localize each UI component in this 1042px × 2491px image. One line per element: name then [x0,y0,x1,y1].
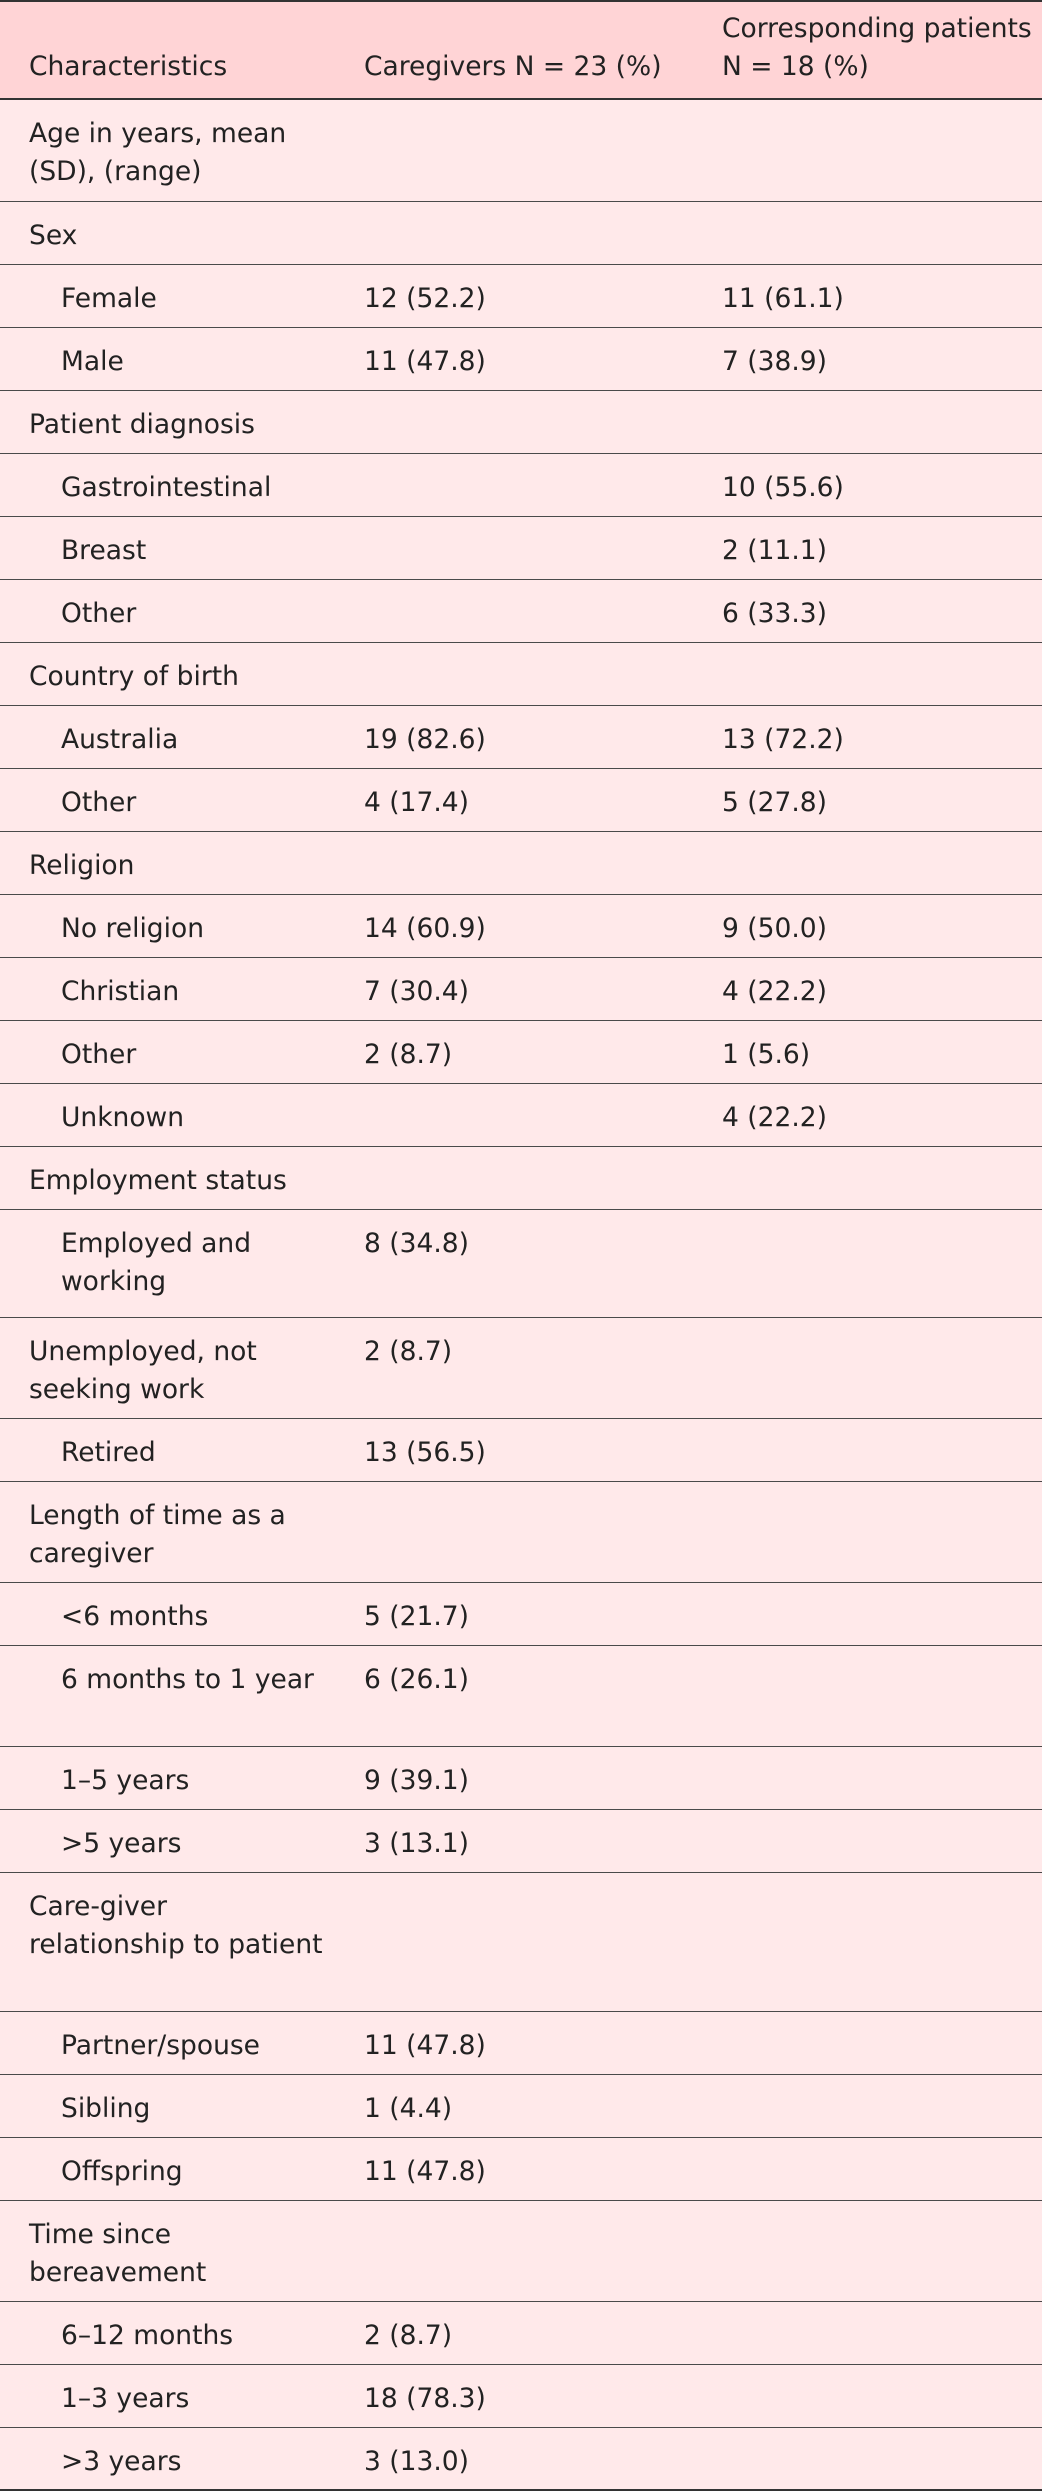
row-label: Sex [29,220,78,251]
table-row [0,958,1042,1021]
patients-value: 2 (11.1) [722,535,827,566]
row-label: >3 years [61,2446,182,2477]
row-label: Retired [61,1437,156,1468]
caregivers-value: 7 (30.4) [364,976,469,1007]
patients-value: 6 (33.3) [722,598,827,629]
table-row [0,2075,1042,2138]
row-label: Christian [61,976,180,1007]
table-row [0,1021,1042,1084]
table-row [0,1318,1042,1419]
table-row [0,1482,1042,1583]
row-label: Other [61,1039,137,1070]
table-header-row [0,0,1042,100]
row-label: 6 months to 1 year [61,1664,314,1695]
row-label: >5 years [61,1828,182,1859]
table-body [0,100,1042,2491]
table-row [0,1147,1042,1210]
table-row [0,1084,1042,1147]
caregivers-value: 19 (82.6) [364,724,486,755]
table-row [0,832,1042,895]
row-label: Employment status [29,1165,287,1196]
row-label: 6–12 months [61,2320,234,2351]
row-label: Offspring [61,2156,183,2187]
table-row [0,391,1042,454]
table-row [0,1419,1042,1482]
caregivers-value: 11 (47.8) [364,2156,486,2187]
header-patients: Corresponding patients N = 18 (%) [722,13,1032,82]
caregivers-value: 18 (78.3) [364,2383,486,2414]
patients-value: 9 (50.0) [722,913,827,944]
caregivers-value: 2 (8.7) [364,1039,453,1070]
caregivers-value: 6 (26.1) [364,1664,469,1695]
table-row [0,706,1042,769]
caregivers-value: 5 (21.7) [364,1601,469,1632]
table-row [0,265,1042,328]
caregivers-value: 2 (8.7) [364,1336,453,1367]
patients-value: 4 (22.2) [722,1102,827,1133]
caregivers-value: 1 (4.4) [364,2093,453,2124]
table-row [0,1810,1042,1873]
caregivers-value: 4 (17.4) [364,787,469,818]
caregivers-value: 2 (8.7) [364,2320,453,2351]
row-label: 1–5 years [61,1765,190,1796]
table-row [0,1873,1042,2012]
row-label: Patient diagnosis [29,409,255,440]
caregivers-value: 11 (47.8) [364,346,486,377]
table-row [0,895,1042,958]
patients-value: 10 (55.6) [722,472,844,503]
caregivers-value: 9 (39.1) [364,1765,469,1796]
row-label: 1–3 years [61,2383,190,2414]
row-label: Age in years, mean (SD), (range) [29,118,287,187]
row-label: Religion [29,850,135,881]
table-row [0,328,1042,391]
table-row [0,580,1042,643]
row-label: Care-giver relationship to patient [29,1891,323,1960]
caregivers-value: 11 (47.8) [364,2030,486,2061]
patients-value: 4 (22.2) [722,976,827,1007]
row-label: Time since bereavement [29,2219,207,2288]
table-row [0,1210,1042,1318]
caregivers-value: 3 (13.1) [364,1828,469,1859]
table-row [0,2138,1042,2201]
patients-value: 7 (38.9) [722,346,827,377]
row-label: No religion [61,913,204,944]
row-label: Unemployed, not seeking work [29,1336,257,1405]
row-label: Length of time as a caregiver [29,1500,286,1569]
row-label: <6 months [61,1601,209,1632]
row-label: Sibling [61,2093,151,2124]
patients-value: 11 (61.1) [722,283,844,314]
row-label: Gastrointestinal [61,472,272,503]
caregivers-value: 12 (52.2) [364,283,486,314]
row-label: Employed and working [61,1228,252,1297]
table-row [0,2201,1042,2302]
table-row [0,1646,1042,1747]
row-label: Female [61,283,157,314]
row-label: Australia [61,724,179,755]
table-row [0,517,1042,580]
row-label: Other [61,787,137,818]
row-label: Breast [61,535,147,566]
table-row [0,1583,1042,1646]
table-row [0,1747,1042,1810]
patients-value: 1 (5.6) [722,1039,811,1070]
header-caregivers: Caregivers N = 23 (%) [364,51,662,82]
table-row [0,769,1042,832]
caregivers-value: 14 (60.9) [364,913,486,944]
table-row [0,2365,1042,2428]
table-row [0,2302,1042,2365]
table-row [0,454,1042,517]
table-row [0,100,1042,202]
caregivers-value: 8 (34.8) [364,1228,469,1259]
header-characteristics: Characteristics [29,51,228,82]
row-label: Other [61,598,137,629]
row-label: Country of birth [29,661,239,692]
patients-value: 5 (27.8) [722,787,827,818]
patients-value: 13 (72.2) [722,724,844,755]
caregivers-value: 3 (13.0) [364,2446,469,2477]
row-label: Unknown [61,1102,185,1133]
row-label: Partner/spouse [61,2030,260,2061]
table-row [0,643,1042,706]
row-label: Male [61,346,124,377]
caregivers-value: 13 (56.5) [364,1437,486,1468]
table-row [0,202,1042,265]
table-row [0,2012,1042,2075]
